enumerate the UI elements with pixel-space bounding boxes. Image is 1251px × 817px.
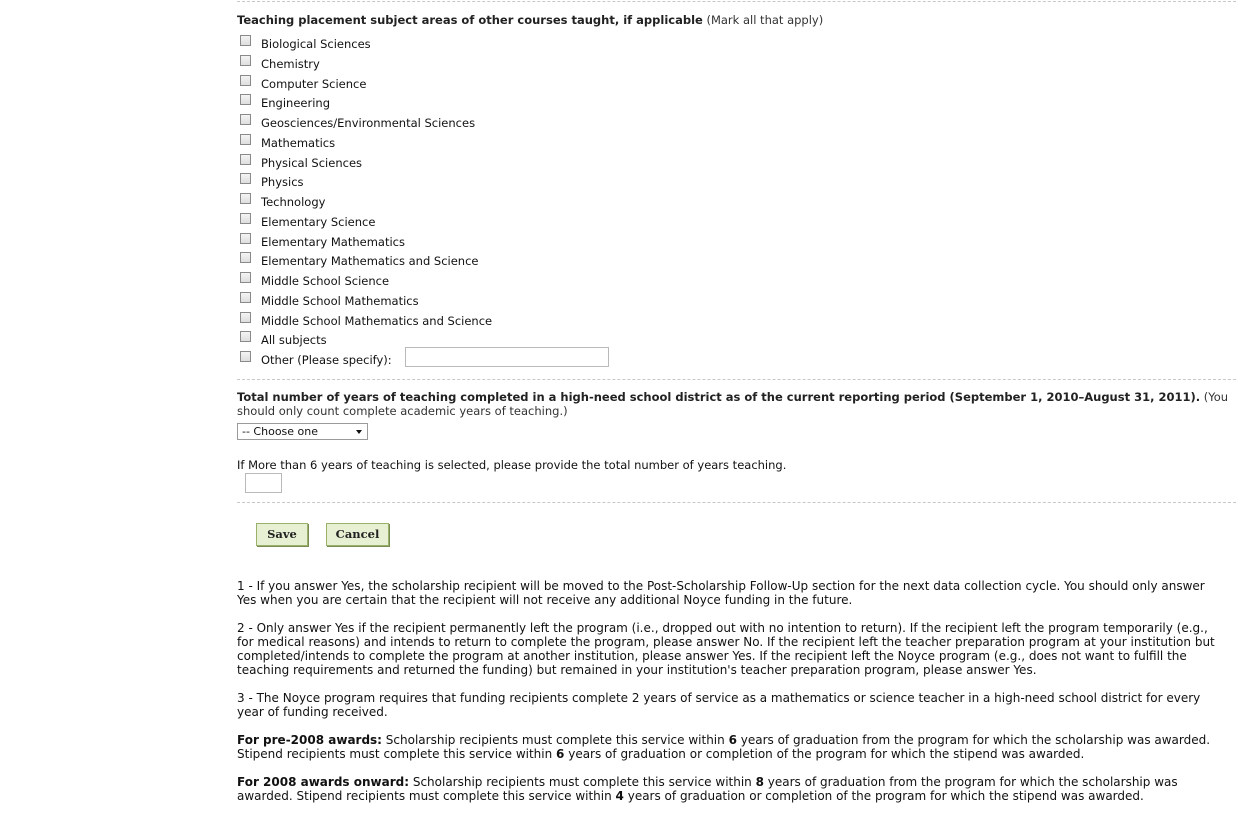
subject-option[interactable] — [237, 171, 837, 191]
subject-option-label: Mathematics — [261, 135, 336, 150]
save-button[interactable]: Save — [256, 523, 308, 546]
cancel-button[interactable]: Cancel — [326, 523, 389, 546]
pre2008-years-scholarship: 6 — [728, 733, 737, 747]
subject-option[interactable] — [237, 73, 837, 93]
subject-option[interactable] — [237, 211, 837, 231]
years-question-note-end: should only count complete academic years of teaching.) — [237, 403, 568, 418]
subject-option[interactable] — [237, 310, 837, 330]
pre2008-text-2: years of graduation from the program for which the scholarship was awarded. Stipend recipients must complete this service within — [237, 733, 1211, 761]
years-question-title: Total number of years of teaching completed in a high-need school district as of the current reporting period (September 1, 2010–August 31, 2011). — [237, 390, 1201, 404]
separator — [237, 502, 1236, 503]
subject-option[interactable] — [237, 270, 837, 290]
subject-question-heading — [237, 13, 823, 27]
subject-option-label: Elementary Science — [261, 214, 376, 229]
subject-option[interactable] — [237, 132, 837, 152]
subject-option[interactable] — [237, 53, 837, 73]
subject-option-label: All subjects — [261, 333, 327, 348]
top-separator — [237, 1, 1236, 2]
checkbox[interactable] — [240, 233, 251, 244]
footnote-2: 2 - Only answer Yes if the recipient permanently left the program (i.e., dropped out with no intention to return). If the recipient left the program temporarily (e.g., for medical reasons) and intends to return to complete the program, please answer No. If the recipient left the teacher preparation program at your institution but completed/intends to complete the program at another institution, please answer Yes. If the recipient left the Noyce program (e.g., does not want to fulfill the teaching requirements and returned the funding) but remained in your institution's teacher preparation program, please answer Yes. — [237, 621, 1215, 677]
onward2008-years-stipend: 4 — [615, 789, 624, 803]
checkbox[interactable] — [240, 272, 251, 283]
subject-option-label: Elementary Mathematics — [261, 234, 405, 249]
checkbox[interactable] — [240, 114, 251, 125]
years-question-heading — [237, 391, 1237, 418]
checkbox[interactable] — [240, 35, 251, 46]
subject-checkbox-list — [237, 33, 837, 369]
onward2008-label: For 2008 awards onward: — [237, 775, 410, 789]
footnote-3: 3 - The Noyce program requires that funding recipients complete 2 years of service as a mathematics or science teacher in a high-need school district for every year of funding received. — [237, 691, 1201, 719]
subject-option[interactable] — [237, 231, 837, 251]
subject-option-label: Physics — [261, 175, 304, 190]
checkbox[interactable] — [240, 351, 251, 362]
checkbox[interactable] — [240, 154, 251, 165]
checkbox[interactable] — [240, 134, 251, 145]
footnotes — [237, 579, 1227, 817]
years-select[interactable] — [237, 423, 368, 440]
subject-option[interactable] — [237, 92, 837, 112]
subject-option-label: Middle School Mathematics — [261, 293, 419, 308]
subject-option[interactable] — [237, 290, 837, 310]
checkbox[interactable] — [240, 94, 251, 105]
subject-option-label: Chemistry — [261, 56, 320, 71]
onward2008-text-1: Scholarship recipients must complete this service within — [409, 775, 756, 789]
footnote-2008-onward — [237, 775, 1227, 803]
subject-option-label: Other (Please specify): — [261, 353, 392, 367]
onward2008-years-scholarship: 8 — [755, 775, 764, 789]
onward2008-text-2: years of graduation from the program for which the scholarship was awarded. Stipend recipients must complete this service within — [237, 775, 1178, 803]
subject-option-label: Elementary Mathematics and Science — [261, 254, 479, 269]
checkbox[interactable] — [240, 312, 251, 323]
pre2008-text-3: years of graduation or completion of the program for which the stipend was awarded. — [564, 747, 1085, 761]
pre2008-years-stipend: 6 — [556, 747, 565, 761]
subject-option-label: Technology — [261, 195, 326, 209]
checkbox[interactable] — [240, 252, 251, 263]
subject-option[interactable] — [237, 250, 837, 270]
checkbox[interactable] — [240, 213, 251, 224]
other-specify-input[interactable] — [405, 347, 609, 367]
chevron-down-icon — [356, 430, 362, 434]
pre2008-text-1: Scholarship recipients must complete this service within — [381, 733, 729, 747]
subject-option-label: Computer Science — [261, 76, 367, 91]
separator — [237, 379, 1236, 380]
checkbox[interactable] — [240, 55, 251, 66]
years-question-note-start: (You — [1203, 390, 1229, 404]
subject-option-label: Physical Sciences — [261, 155, 363, 170]
subject-option-label: Middle School Mathematics and Science — [261, 313, 493, 328]
subject-option-label: Geosciences/Environmental Sciences — [261, 116, 476, 130]
checkbox[interactable] — [240, 75, 251, 86]
checkbox[interactable] — [240, 173, 251, 184]
checkbox[interactable] — [240, 292, 251, 303]
subject-option-label: Biological Sciences — [261, 37, 371, 51]
subject-option-other[interactable] — [237, 349, 837, 369]
years-followup-label: If More than 6 years of teaching is selected, please provide the total number of years teaching. — [237, 458, 787, 472]
subject-option[interactable] — [237, 191, 837, 211]
pre2008-label: For pre-2008 awards: — [237, 733, 382, 747]
subject-option[interactable] — [237, 152, 837, 172]
subject-question-title: Teaching placement subject areas of other courses taught, if applicable — [237, 13, 703, 27]
checkbox[interactable] — [240, 331, 251, 342]
subject-question-note: (Mark all that apply) — [706, 13, 824, 27]
subject-option[interactable] — [237, 112, 837, 132]
subject-option-label: Engineering — [261, 96, 330, 111]
footnote-1: 1 - If you answer Yes, the scholarship recipient will be moved to the Post-Scholarship Follow-Up section for the next data collection cycle. You should only answer Yes when you are certain that the recipient will not receive any additional Noyce funding in the future. — [237, 579, 1205, 607]
checkbox[interactable] — [240, 193, 251, 204]
subject-option-label: Middle School Science — [261, 274, 390, 288]
footnote-pre2008 — [237, 733, 1227, 761]
total-years-input[interactable] — [245, 473, 282, 493]
onward2008-text-3: years of graduation or completion of the program for which the stipend was awarded. — [623, 789, 1144, 803]
years-select-value: -- Choose one — [242, 425, 319, 438]
subject-option[interactable] — [237, 33, 837, 53]
